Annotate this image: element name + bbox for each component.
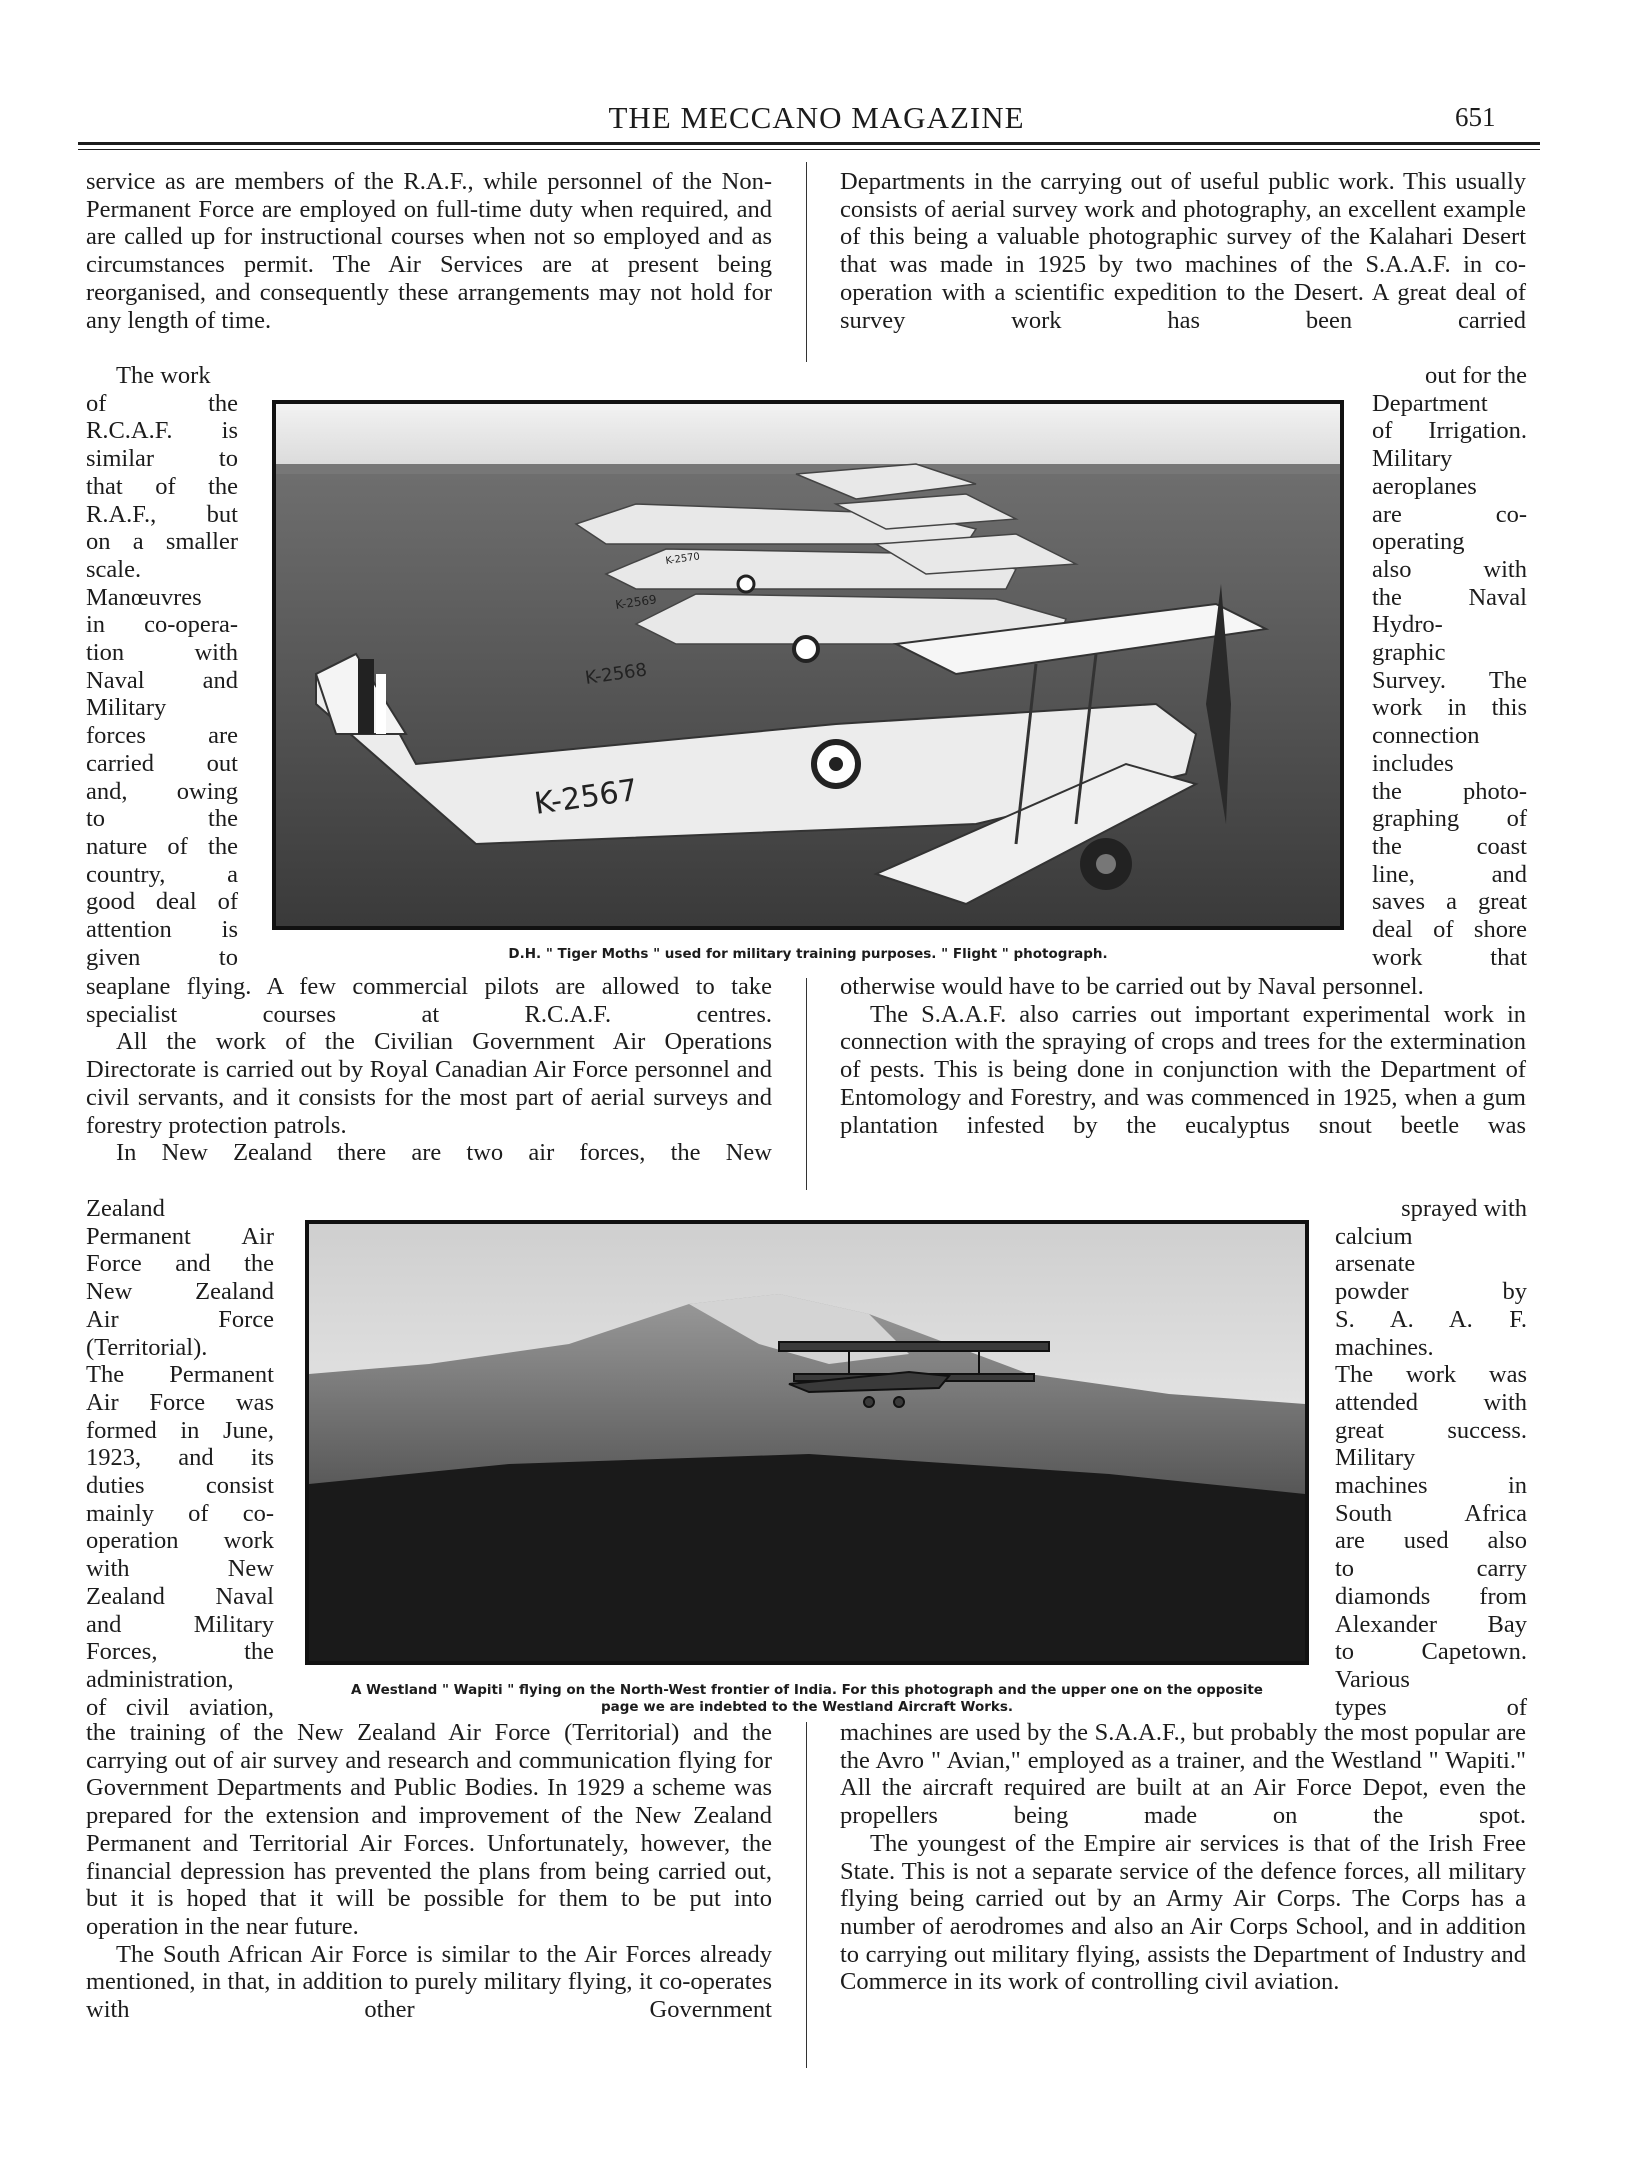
wrap-line: connection (1372, 722, 1480, 750)
wrap-line: administration, (86, 1665, 234, 1693)
wrap-line: of civil aviation, (86, 1693, 274, 1721)
paragraph: the training of the New Zealand Air Force (Territorial) and the carrying out of air survey and research and communication flying for Government Departments and Public Bodies. In 1929 a scheme was prepared for the extension and improvement of the New Zealand Permanent and Territorial Air Forces. Unfortunately, however, the financial depression has prevented the plans from being carried out, but it is hoped that it will be possible for them to be put into operation in the near future. (86, 1719, 772, 1940)
wapiti-image (309, 1224, 1305, 1661)
wrap-line: Military (1335, 1444, 1416, 1472)
paragraph: All the work of the Civilian Government Air Operations Directorate is carried out by Royal Canadian Air Force personnel and civil servants, and it consists for the most part of aerial surveys and forestry protection patrols. (86, 1028, 772, 1139)
wrap-line: R.A.F., but (86, 500, 238, 528)
aircraft-marking: K-2570 (664, 551, 701, 567)
wrap-line: types of (1335, 1693, 1527, 1721)
article-column-right-bottom (840, 1719, 1526, 1996)
wrap-line: in co-opera- (86, 611, 238, 639)
paragraph: The youngest of the Empire air services is that of the Irish Free State. This is not a separate service of the defence forces, all military flying being carried out by an Army Air Corps. The Corps has a number of aerodromes and also an Air Corps School, and in addition to carrying out military flying, assists the Department of Industry and Commerce in its work of controlling civil aviation. (840, 1829, 1526, 1996)
wrap-line: to carry (1335, 1555, 1527, 1583)
wrap-line: Air Force was (86, 1388, 274, 1416)
paragraph: The South African Air Force is similar to the Air Forces already mentioned, in that, in addition to purely military flying, it co-operates with other Government (86, 1940, 772, 2024)
header-rule (78, 142, 1540, 145)
wrap-line: includes (1372, 749, 1454, 777)
wrap-line: also with (1372, 555, 1527, 583)
wrap-line: and Military (86, 1610, 274, 1638)
wrap-line: S. A. A. F. (1335, 1305, 1527, 1333)
aircraft-marking: K-2568 (583, 659, 649, 689)
article-column-left-mid (86, 973, 772, 1167)
wrap-line: of the (86, 389, 238, 417)
column-divider (806, 978, 807, 1190)
wrap-line: nature of the (86, 832, 238, 860)
wrap-line: (Territorial). (86, 1333, 208, 1361)
wrap-line: arsenate (1335, 1250, 1416, 1278)
wrap-column-left-2 (86, 1195, 274, 1721)
wrap-line: with New (86, 1555, 274, 1583)
wrap-line: work in this (1372, 694, 1527, 722)
wrap-line: Force and the (86, 1250, 274, 1278)
wrap-line: Department (1372, 389, 1488, 417)
wrap-line: calcium (1335, 1222, 1413, 1250)
wrap-line: Hydro- (1372, 611, 1443, 639)
wrap-line: Forces, the (86, 1638, 274, 1666)
wrap-column-left-1 (86, 362, 238, 971)
wrap-line: sprayed with (1401, 1195, 1527, 1222)
wrap-line: good deal of (86, 888, 238, 916)
wrap-line: are used also (1335, 1527, 1527, 1555)
paragraph: service as are members of the R.A.F., while personnel of the Non-Permanent Force are employed on full-time duty when required, and are called up for instructional courses when not so employed and as circumstances permit. The Air Services are at present being reorganised, and consequently these arrangements may not hold for any length of time. (86, 168, 772, 334)
wrap-line: Various (1335, 1665, 1410, 1693)
wrap-line: work that (1372, 943, 1527, 971)
wrap-line: graphing of (1372, 805, 1527, 833)
wrap-line: deal of shore (1372, 916, 1527, 944)
wrap-line: of Irrigation. (1372, 417, 1527, 445)
wrap-line: country, a (86, 860, 238, 888)
wrap-line: aeroplanes (1372, 472, 1477, 500)
wrap-line: 1923, and its (86, 1444, 274, 1472)
wrap-line: saves a great (1372, 888, 1527, 916)
article-column-left-top (86, 168, 772, 334)
wrap-line: Manœuvres (86, 583, 202, 611)
wrap-line: The work was (1335, 1361, 1527, 1389)
aircraft-marking: K-2569 (614, 592, 658, 612)
wrap-line: Zealand (86, 1195, 165, 1222)
tiger-moths-image (276, 404, 1340, 926)
wrap-line: R.C.A.F. is (86, 417, 238, 445)
paragraph: otherwise would have to be carried out by Naval personnel. (840, 973, 1424, 1000)
wrap-line: similar to (86, 445, 238, 473)
wrap-line: South Africa (1335, 1499, 1527, 1527)
caption-line: page we are indebted to the Westland Aircraft Works. (600, 1699, 1014, 1715)
wrap-line: The work (116, 362, 211, 389)
wrap-line: operating (1372, 528, 1465, 556)
paragraph: The S.A.A.F. also carries out important experimental work in connection with the spraying of crops and trees for the extermination of pests. This is being done in conjunction with the Department of Entomology and Forestry, and was commenced in 1925, when a gum plantation infested by the eucalyptus snout beetle was (840, 1000, 1526, 1139)
wrap-line: on a smaller (86, 528, 238, 556)
wrap-line: Military (1372, 445, 1453, 473)
wrap-column-right-1 (1372, 362, 1527, 971)
page-number: 651 (1455, 102, 1496, 132)
photo-caption (305, 1682, 1309, 1716)
wrap-line: that of the (86, 472, 238, 500)
wrap-line: attended with (1335, 1388, 1527, 1416)
wrap-line: out for the (1424, 362, 1527, 389)
photo-caption: D.H. " Tiger Moths " used for military training purposes. " Flight " photograph. (508, 946, 1108, 962)
wrap-line: to the (86, 805, 238, 833)
article-column-right-top (840, 168, 1526, 334)
wrap-line: machines. (1335, 1333, 1434, 1361)
wrap-line: graphic (1372, 639, 1446, 667)
wrap-column-right-2 (1335, 1195, 1527, 1721)
wrap-line: duties consist (86, 1472, 274, 1500)
wrap-line: the coast (1372, 832, 1527, 860)
wrap-line: are co- (1372, 500, 1527, 528)
wrap-line: diamonds from (1335, 1582, 1527, 1610)
wrap-line: formed in June, (86, 1416, 274, 1444)
wrap-line: The Permanent (86, 1361, 274, 1389)
wrap-line: and, owing (86, 777, 238, 805)
wrap-line: attention is (86, 916, 238, 944)
magazine-title: THE MECCANO MAGAZINE (608, 100, 1025, 135)
wrap-line: given to (86, 943, 238, 971)
wrap-line: Permanent Air (86, 1222, 274, 1250)
paragraph: In New Zealand there are two air forces, the New (116, 1139, 772, 1167)
wrap-line: operation work (86, 1527, 274, 1555)
column-divider (806, 162, 807, 362)
article-column-left-bottom (86, 1719, 772, 2024)
wrap-line: scale. (86, 555, 142, 583)
wrap-line: machines in (1335, 1472, 1527, 1500)
wrap-line: New Zealand (86, 1278, 274, 1306)
article-column-right-mid (840, 973, 1526, 1139)
wrap-line: to Capetown. (1335, 1638, 1527, 1666)
caption-line: A Westland " Wapiti " flying on the North-West frontier of India. For this photograph and the upper one on the opposite (351, 1682, 1263, 1698)
aircraft-marking: K-2567 (532, 772, 640, 822)
wrap-line: the photo- (1372, 777, 1527, 805)
wrap-line: forces are (86, 722, 238, 750)
wrap-line: powder by (1335, 1278, 1527, 1306)
paragraph: machines are used by the S.A.A.F., but probably the most popular are the Avro " Avian," employed as a trainer, and the Westland " Wapiti." All the aircraft required are built at an Air Force Depot, even the propellers being made on the spot. (840, 1719, 1526, 1830)
wrap-line: Alexander Bay (1335, 1610, 1527, 1638)
wrap-line: mainly of co- (86, 1499, 274, 1527)
paragraph: seaplane flying. A few commercial pilots are allowed to take specialist courses at R.C.A.F. centres. (86, 973, 772, 1028)
wrap-line: line, and (1372, 860, 1527, 888)
wrap-line: Air Force (86, 1305, 274, 1333)
wrap-line: carried out (86, 749, 238, 777)
wrap-line: Survey. The (1372, 666, 1527, 694)
header-rule-thin (78, 149, 1540, 150)
wrap-line: Zealand Naval (86, 1582, 274, 1610)
column-divider (806, 1722, 807, 2068)
wrap-line: the Naval (1372, 583, 1527, 611)
wrap-line: great success. (1335, 1416, 1527, 1444)
tiger-moth-photo (272, 400, 1344, 930)
wrap-line: Military (86, 694, 167, 722)
wrap-line: Naval and (86, 666, 238, 694)
paragraph: Departments in the carrying out of useful public work. This usually consists of aerial survey work and photography, an excellent example of this being a valuable photographic survey of the Kalahari Desert that was made in 1925 by two machines of the S.A.A.F. in co-operation with a scientific expedition to the Desert. A great deal of survey work has been carried (840, 168, 1526, 334)
wrap-line: tion with (86, 639, 238, 667)
wapiti-photo (305, 1220, 1309, 1665)
